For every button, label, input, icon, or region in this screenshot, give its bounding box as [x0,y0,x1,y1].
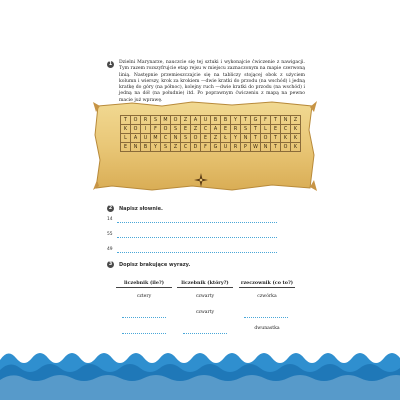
sea-waves-decoration [0,340,400,400]
grid-row [121,116,301,125]
grid-cell: O [171,116,181,125]
grid-cell: K [281,134,291,143]
grid-cell: K [291,134,301,143]
write-line[interactable] [107,232,277,240]
grid-cell: Y [151,143,161,152]
grid-cell: G [211,143,221,152]
grid-cell: E [271,125,281,134]
column-header: rzeczownik (co to?) [240,280,294,286]
grid-cell: T [251,134,261,143]
grid-cell: T [271,134,281,143]
grid-cell: Z [171,143,181,152]
grid-cell: N [241,134,251,143]
answer-blank[interactable] [183,332,227,334]
grid-cell: Ł [221,134,231,143]
task-number-badge: 1 [108,61,113,67]
grid-cell: N [171,134,181,143]
grid-cell: O [191,134,201,143]
grid-cell: R [231,143,241,152]
grid-cell: I [141,125,151,134]
number-label: 14 [107,217,113,222]
word-cell: czwarty [195,310,215,315]
grid-cell: E [121,143,131,152]
grid-cell: D [191,143,201,152]
column-header: liczebnik (który?) [177,280,233,288]
section-title: Napisz słownie. [119,206,163,212]
grid-cell: U [201,116,211,125]
number-label: 49 [107,247,113,252]
grid-cell: L [121,134,131,143]
grid-cell: G [251,116,261,125]
grid-cell: U [141,134,151,143]
grid-cell: A [191,116,201,125]
grid-row [121,134,301,143]
answer-blank[interactable] [122,332,166,334]
grid-cell: T [271,143,281,152]
grid-cell: W [251,143,261,152]
grid-cell: N [131,143,141,152]
grid-cell: R [141,116,151,125]
word-cell: cztery [136,294,152,299]
grid-cell: E [181,125,191,134]
letter-grid [120,115,301,152]
grid-cell: Y [231,134,241,143]
grid-cell: S [151,116,161,125]
word-cell: dwunastka [254,326,280,331]
grid-cell: M [151,134,161,143]
grid-cell: E [201,134,211,143]
grid-cell: S [181,134,191,143]
compass-rose-icon [194,173,208,187]
grid-cell: C [201,125,211,134]
grid-cell: C [181,143,191,152]
grid-cell: B [141,143,151,152]
grid-cell: N [281,116,291,125]
task-number-badge: 3 [108,261,113,267]
grid-cell: F [201,143,211,152]
dotted-line [117,222,277,223]
grid-cell: Z [211,134,221,143]
grid-row [121,125,301,134]
grid-cell: K [121,125,131,134]
grid-cell: O [131,125,141,134]
grid-cell: K [291,125,301,134]
grid-cell: Z [191,125,201,134]
grid-cell: S [161,143,171,152]
grid-row [121,143,301,152]
grid-cell: K [291,143,301,152]
write-line[interactable] [107,247,277,255]
grid-cell: O [261,134,271,143]
grid-cell: C [161,134,171,143]
answer-blank[interactable] [244,316,288,318]
grid-cell: F [261,116,271,125]
section-title: Dopisz brakujące wyrazy. [119,262,191,268]
grid-cell: A [131,134,141,143]
grid-cell: M [161,116,171,125]
task-instruction: Dzielni Marynarze, nauczcie się tej sztuki i wykonajcie ćwiczenie z nawigacji. Tym razem rozszyfrujcie etap rejsu w miejscu zaznaczonym na mapie czerwoną linią. Następnie przemieszczajcie się na tabliczy stojącej obok z użyciem kolumn i wierszy, krok za krokiem —dwie kratki do przodu (na wschód) i jedną kratkę do góry (na północ), kolejny ruch —dwie kratki do przodu (na wschód) i jedną na dół (na południe) itd. Po poprawnym ćwiczeniu z mapą na pewno macie już wprawę. [119,60,305,103]
grid-cell: A [211,125,221,134]
dotted-line [117,237,277,238]
grid-cell: C [281,125,291,134]
grid-cell: B [211,116,221,125]
grid-cell: O [131,116,141,125]
grid-cell: S [241,125,251,134]
grid-cell: O [161,125,171,134]
grid-cell: T [241,116,251,125]
grid-cell: T [121,116,131,125]
grid-cell: Y [231,116,241,125]
answer-blank[interactable] [122,316,166,318]
grid-cell: R [231,125,241,134]
grid-cell: U [221,143,231,152]
grid-cell: F [151,125,161,134]
task-number-badge: 2 [108,205,113,211]
word-cell: czwarty [195,294,215,299]
write-line[interactable] [107,217,277,225]
number-label: 55 [107,232,113,237]
grid-cell: S [171,125,181,134]
grid-cell: Z [291,116,301,125]
grid-cell: L [261,125,271,134]
column-header: liczebnik (ile?) [116,280,172,288]
grid-cell: T [251,125,261,134]
grid-cell: B [221,116,231,125]
grid-cell: T [271,116,281,125]
word-cell: czwórka [257,294,277,299]
grid-cell: P [241,143,251,152]
grid-cell: N [261,143,271,152]
grid-cell: O [281,143,291,152]
dotted-line [117,252,277,253]
grid-cell: Z [181,116,191,125]
grid-cell: E [221,125,231,134]
